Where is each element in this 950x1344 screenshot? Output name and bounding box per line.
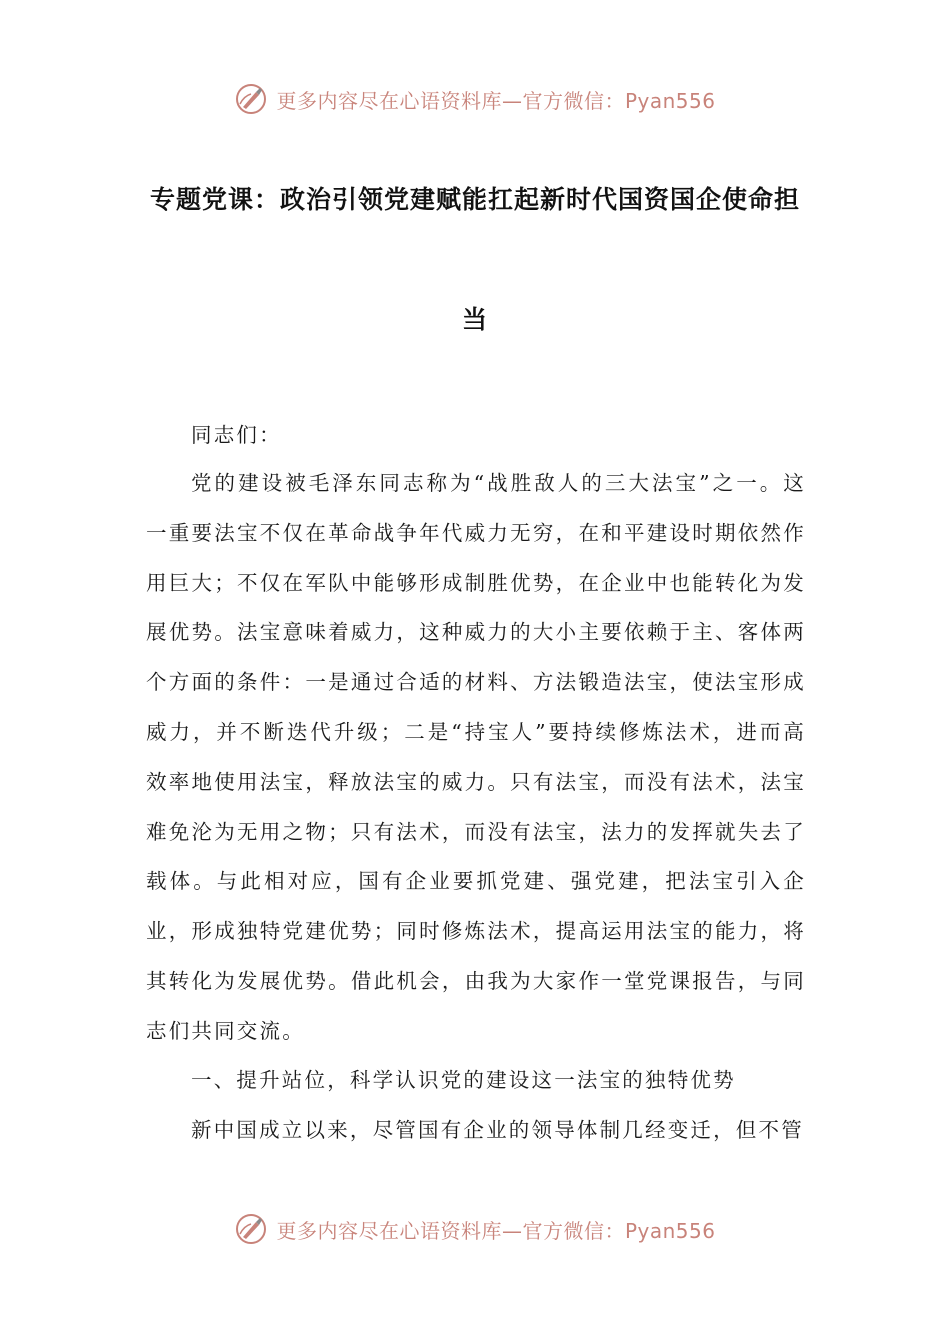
- greeting: [146, 411, 806, 461]
- paragraph-1-text: 党的建设被毛泽东同志称为“战胜敌人的三大法宝”之一。这一重要法宝不仅在革命战争年代威力无穷，在和平建设时期依然作用巨大；不仅在军队中能够形成制胜优势，在企业中也能转化为发展优势。法宝意味着威力，这种威力的大小主要依赖于主、客体两个方面的条件：一是通过合适的材料、方法锻造法宝，使法宝形成威力，并不断迭代升级；二是“持宝人”要持续修炼法术，进而高效率地使用法宝，释放法宝的威力。只有法宝，而没有法术，法宝难免沦为无用之物；只有法术，而没有法宝，法力的发挥就失去了载体。与此相对应，国有企业要抓党建、强党建，把法宝引入企业，形成独特党建优势；同时修炼法术，提高运用法宝的能力，将其转化为发展优势。借此机会，由我为大家作一堂党课报告，与同志们共同交流。: [146, 471, 806, 1043]
- pen-circle-logo-icon: [234, 1212, 268, 1246]
- pen-circle-logo-icon: [234, 82, 268, 116]
- section-heading: [146, 1056, 806, 1106]
- section-heading-text: 一、提升站位，科学认识党的建设这一法宝的独特优势: [191, 1068, 736, 1092]
- paragraph-2-text: 新中国成立以来，尽管国有企业的领导体制几经变迁，但不管: [191, 1118, 804, 1142]
- watermark-text: 更多内容尽在心语资料库—官方微信：Pyan556: [276, 88, 716, 113]
- body-paragraph-1: [146, 459, 806, 1057]
- page-title: 专题党课：政治引领党建赋能扛起新时代国资国企使命担: [149, 185, 800, 214]
- greeting-text: 同志们：: [191, 423, 282, 447]
- page-title-continued: 当: [461, 305, 488, 334]
- watermark-footer: [0, 1212, 950, 1246]
- body-paragraph-2: [146, 1106, 806, 1156]
- watermark-text: 更多内容尽在心语资料库—官方微信：Pyan556: [276, 1218, 716, 1243]
- watermark-header: [0, 82, 950, 116]
